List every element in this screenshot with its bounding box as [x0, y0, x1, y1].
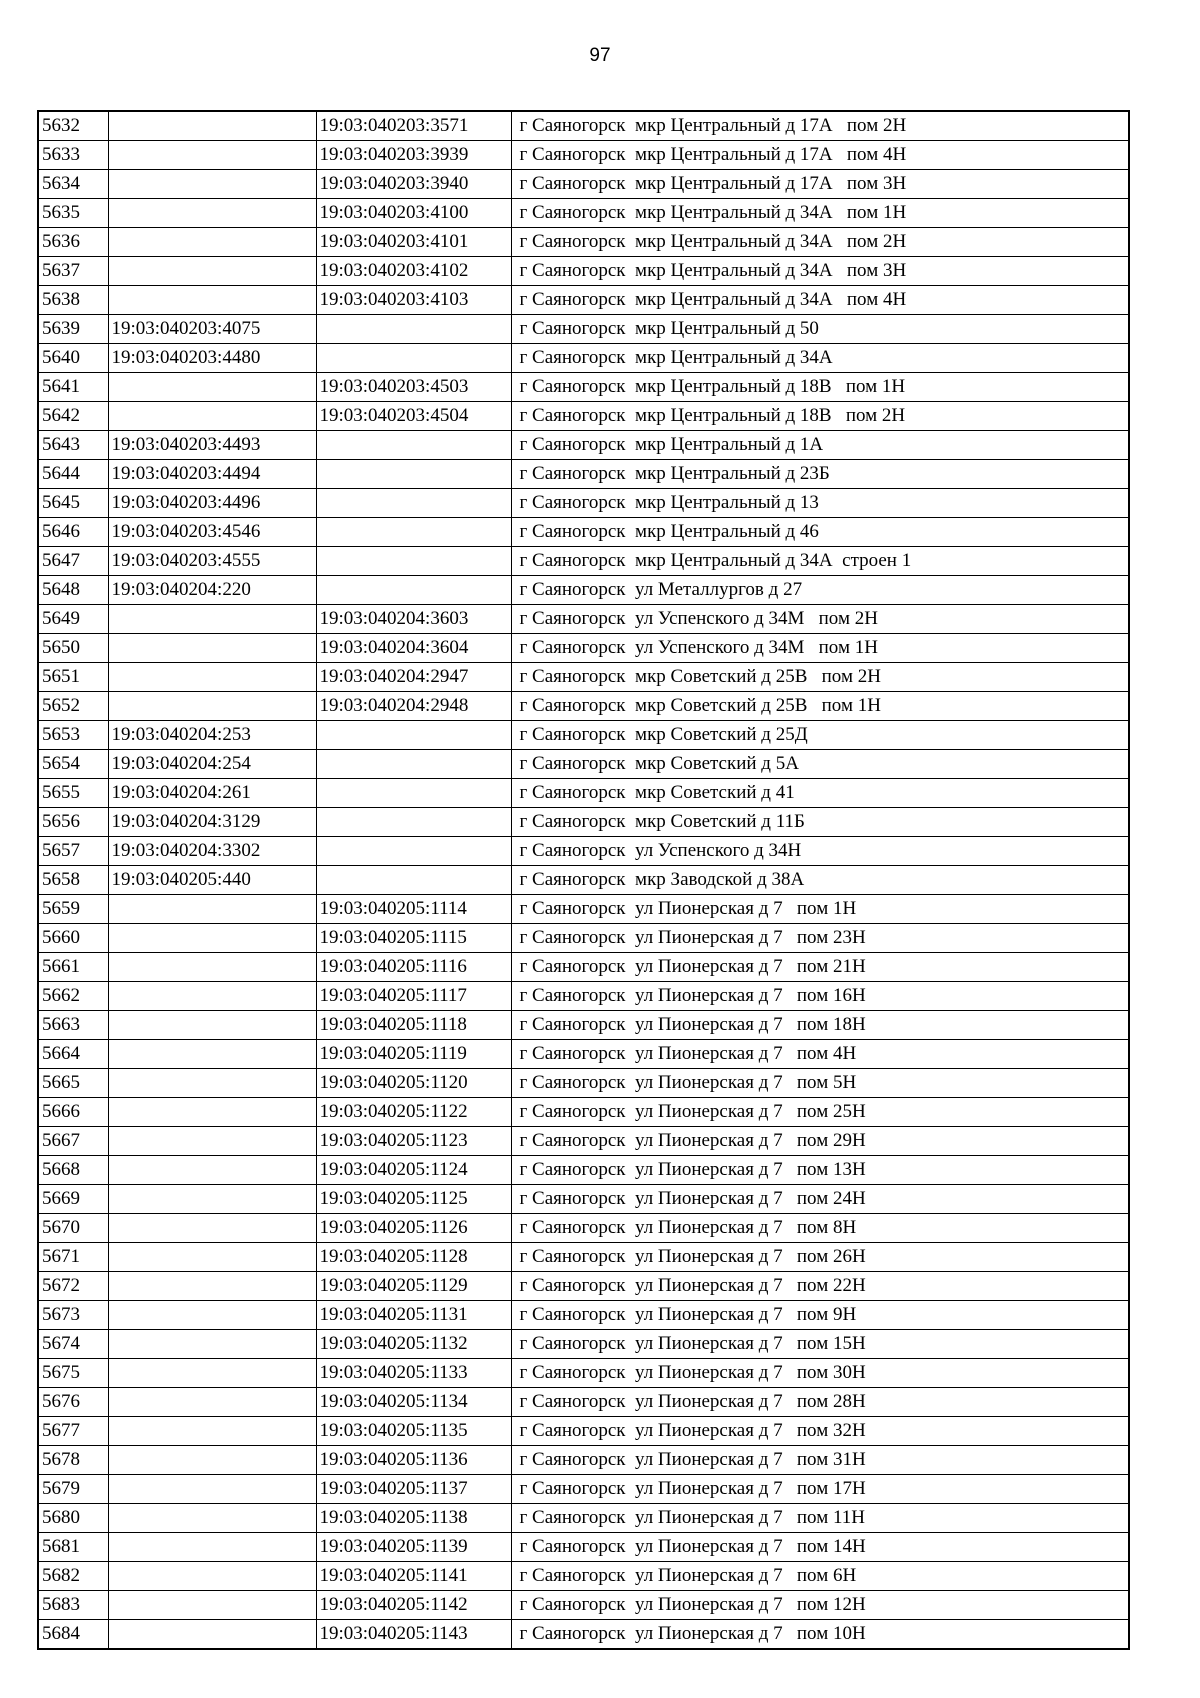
land-cadastral-number-cell: [108, 228, 316, 257]
row-number-cell: 5652: [38, 692, 108, 721]
land-cadastral-number-cell: [108, 1504, 316, 1533]
premises-cadastral-number-cell: [316, 750, 511, 779]
premises-cadastral-number-cell: [316, 808, 511, 837]
address-cell: г Саяногорск ул Пионерская д 7 пом 5Н: [511, 1069, 1129, 1098]
address-cell: г Саяногорск мкр Советский д 25В пом 1Н: [511, 692, 1129, 721]
land-cadastral-number-cell: [108, 1620, 316, 1650]
row-number-cell: 5677: [38, 1417, 108, 1446]
row-number-cell: 5633: [38, 141, 108, 170]
row-number-cell: 5673: [38, 1301, 108, 1330]
address-cell: г Саяногорск ул Пионерская д 7 пом 30Н: [511, 1359, 1129, 1388]
table-row: [38, 315, 1129, 344]
address-cell: г Саяногорск ул Пионерская д 7 пом 11Н: [511, 1504, 1129, 1533]
row-number-cell: 5653: [38, 721, 108, 750]
land-cadastral-number-cell: [108, 1098, 316, 1127]
address-cell: г Саяногорск мкр Советский д 41: [511, 779, 1129, 808]
table-row: [38, 982, 1129, 1011]
row-number-cell: 5664: [38, 1040, 108, 1069]
premises-cadastral-number-cell: [316, 518, 511, 547]
table-row: [38, 547, 1129, 576]
address-cell: г Саяногорск ул Пионерская д 7 пом 10Н: [511, 1620, 1129, 1650]
row-number-cell: 5648: [38, 576, 108, 605]
address-cell: г Саяногорск ул Пионерская д 7 пом 25Н: [511, 1098, 1129, 1127]
premises-cadastral-number-cell: 19:03:040205:1128: [316, 1243, 511, 1272]
land-cadastral-number-cell: 19:03:040204:3129: [108, 808, 316, 837]
land-cadastral-number-cell: [108, 1475, 316, 1504]
registry-table: [37, 110, 1130, 1650]
land-cadastral-number-cell: 19:03:040203:4480: [108, 344, 316, 373]
premises-cadastral-number-cell: [316, 721, 511, 750]
land-cadastral-number-cell: 19:03:040204:253: [108, 721, 316, 750]
address-cell: г Саяногорск мкр Центральный д 1А: [511, 431, 1129, 460]
row-number-cell: 5665: [38, 1069, 108, 1098]
table-row: [38, 344, 1129, 373]
land-cadastral-number-cell: [108, 141, 316, 170]
table-row: [38, 779, 1129, 808]
premises-cadastral-number-cell: 19:03:040205:1129: [316, 1272, 511, 1301]
address-cell: г Саяногорск ул Пионерская д 7 пом 24Н: [511, 1185, 1129, 1214]
address-cell: г Саяногорск ул Пионерская д 7 пом 4Н: [511, 1040, 1129, 1069]
land-cadastral-number-cell: [108, 1011, 316, 1040]
table-row: [38, 1591, 1129, 1620]
premises-cadastral-number-cell: 19:03:040205:1131: [316, 1301, 511, 1330]
land-cadastral-number-cell: [108, 605, 316, 634]
address-cell: г Саяногорск мкр Советский д 25В пом 2Н: [511, 663, 1129, 692]
row-number-cell: 5655: [38, 779, 108, 808]
land-cadastral-number-cell: [108, 1533, 316, 1562]
land-cadastral-number-cell: [108, 111, 316, 141]
premises-cadastral-number-cell: [316, 489, 511, 518]
premises-cadastral-number-cell: 19:03:040205:1119: [316, 1040, 511, 1069]
premises-cadastral-number-cell: 19:03:040204:2947: [316, 663, 511, 692]
address-cell: г Саяногорск мкр Центральный д 34А пом 4Н: [511, 286, 1129, 315]
row-number-cell: 5682: [38, 1562, 108, 1591]
row-number-cell: 5675: [38, 1359, 108, 1388]
land-cadastral-number-cell: 19:03:040204:3302: [108, 837, 316, 866]
table-row: [38, 1475, 1129, 1504]
land-cadastral-number-cell: [108, 1243, 316, 1272]
land-cadastral-number-cell: [108, 1156, 316, 1185]
address-cell: г Саяногорск мкр Центральный д 17А пом 3Н: [511, 170, 1129, 199]
table-row: [38, 199, 1129, 228]
table-row: [38, 1620, 1129, 1650]
table-row: [38, 576, 1129, 605]
table-row: [38, 1011, 1129, 1040]
land-cadastral-number-cell: [108, 1272, 316, 1301]
land-cadastral-number-cell: [108, 953, 316, 982]
land-cadastral-number-cell: 19:03:040205:440: [108, 866, 316, 895]
address-cell: г Саяногорск мкр Центральный д 34А: [511, 344, 1129, 373]
premises-cadastral-number-cell: 19:03:040204:2948: [316, 692, 511, 721]
row-number-cell: 5674: [38, 1330, 108, 1359]
address-cell: г Саяногорск ул Пионерская д 7 пом 22Н: [511, 1272, 1129, 1301]
premises-cadastral-number-cell: 19:03:040205:1116: [316, 953, 511, 982]
land-cadastral-number-cell: [108, 982, 316, 1011]
row-number-cell: 5679: [38, 1475, 108, 1504]
table-row: [38, 518, 1129, 547]
address-cell: г Саяногорск ул Пионерская д 7 пом 31Н: [511, 1446, 1129, 1475]
table-row: [38, 663, 1129, 692]
table-row: [38, 692, 1129, 721]
registry-table-body: [38, 111, 1129, 1649]
premises-cadastral-number-cell: 19:03:040203:4102: [316, 257, 511, 286]
premises-cadastral-number-cell: 19:03:040205:1117: [316, 982, 511, 1011]
row-number-cell: 5659: [38, 895, 108, 924]
row-number-cell: 5666: [38, 1098, 108, 1127]
land-cadastral-number-cell: [108, 402, 316, 431]
address-cell: г Саяногорск мкр Центральный д 18В пом 1Н: [511, 373, 1129, 402]
premises-cadastral-number-cell: 19:03:040205:1135: [316, 1417, 511, 1446]
land-cadastral-number-cell: 19:03:040203:4493: [108, 431, 316, 460]
row-number-cell: 5676: [38, 1388, 108, 1417]
premises-cadastral-number-cell: 19:03:040205:1134: [316, 1388, 511, 1417]
land-cadastral-number-cell: [108, 1591, 316, 1620]
table-row: [38, 1446, 1129, 1475]
address-cell: г Саяногорск ул Пионерская д 7 пом 17Н: [511, 1475, 1129, 1504]
land-cadastral-number-cell: 19:03:040204:261: [108, 779, 316, 808]
land-cadastral-number-cell: 19:03:040203:4546: [108, 518, 316, 547]
row-number-cell: 5636: [38, 228, 108, 257]
premises-cadastral-number-cell: 19:03:040205:1122: [316, 1098, 511, 1127]
address-cell: г Саяногорск ул Пионерская д 7 пом 1Н: [511, 895, 1129, 924]
premises-cadastral-number-cell: 19:03:040205:1138: [316, 1504, 511, 1533]
land-cadastral-number-cell: [108, 1185, 316, 1214]
land-cadastral-number-cell: [108, 373, 316, 402]
table-row: [38, 1417, 1129, 1446]
row-number-cell: 5654: [38, 750, 108, 779]
premises-cadastral-number-cell: 19:03:040205:1132: [316, 1330, 511, 1359]
premises-cadastral-number-cell: 19:03:040205:1139: [316, 1533, 511, 1562]
premises-cadastral-number-cell: 19:03:040205:1137: [316, 1475, 511, 1504]
row-number-cell: 5668: [38, 1156, 108, 1185]
premises-cadastral-number-cell: 19:03:040204:3604: [316, 634, 511, 663]
table-row: [38, 1388, 1129, 1417]
table-row: [38, 431, 1129, 460]
address-cell: г Саяногорск ул Пионерская д 7 пом 21Н: [511, 953, 1129, 982]
premises-cadastral-number-cell: 19:03:040205:1141: [316, 1562, 511, 1591]
row-number-cell: 5661: [38, 953, 108, 982]
premises-cadastral-number-cell: 19:03:040205:1124: [316, 1156, 511, 1185]
table-row: [38, 1156, 1129, 1185]
table-row: [38, 634, 1129, 663]
address-cell: г Саяногорск мкр Центральный д 17А пом 4Н: [511, 141, 1129, 170]
row-number-cell: 5638: [38, 286, 108, 315]
address-cell: г Саяногорск ул Успенского д 34М пом 1Н: [511, 634, 1129, 663]
land-cadastral-number-cell: 19:03:040204:220: [108, 576, 316, 605]
address-cell: г Саяногорск мкр Центральный д 13: [511, 489, 1129, 518]
table-row: [38, 837, 1129, 866]
table-row: [38, 605, 1129, 634]
row-number-cell: 5670: [38, 1214, 108, 1243]
address-cell: г Саяногорск ул Пионерская д 7 пом 26Н: [511, 1243, 1129, 1272]
row-number-cell: 5651: [38, 663, 108, 692]
premises-cadastral-number-cell: 19:03:040203:3939: [316, 141, 511, 170]
row-number-cell: 5656: [38, 808, 108, 837]
land-cadastral-number-cell: [108, 1562, 316, 1591]
premises-cadastral-number-cell: 19:03:040205:1115: [316, 924, 511, 953]
land-cadastral-number-cell: [108, 1359, 316, 1388]
land-cadastral-number-cell: 19:03:040203:4496: [108, 489, 316, 518]
row-number-cell: 5667: [38, 1127, 108, 1156]
row-number-cell: 5658: [38, 866, 108, 895]
premises-cadastral-number-cell: [316, 779, 511, 808]
table-row: [38, 1533, 1129, 1562]
table-row: [38, 402, 1129, 431]
premises-cadastral-number-cell: 19:03:040203:4504: [316, 402, 511, 431]
address-cell: г Саяногорск ул Пионерская д 7 пом 9Н: [511, 1301, 1129, 1330]
address-cell: г Саяногорск ул Пионерская д 7 пом 12Н: [511, 1591, 1129, 1620]
table-row: [38, 866, 1129, 895]
table-row: [38, 721, 1129, 750]
table-row: [38, 953, 1129, 982]
table-row: [38, 489, 1129, 518]
land-cadastral-number-cell: [108, 692, 316, 721]
row-number-cell: 5649: [38, 605, 108, 634]
address-cell: г Саяногорск ул Пионерская д 7 пом 13Н: [511, 1156, 1129, 1185]
table-row: [38, 1562, 1129, 1591]
table-row: [38, 1243, 1129, 1272]
row-number-cell: 5635: [38, 199, 108, 228]
premises-cadastral-number-cell: [316, 837, 511, 866]
address-cell: г Саяногорск мкр Центральный д 23Б: [511, 460, 1129, 489]
row-number-cell: 5684: [38, 1620, 108, 1650]
table-row: [38, 808, 1129, 837]
table-row: [38, 373, 1129, 402]
address-cell: г Саяногорск ул Успенского д 34Н: [511, 837, 1129, 866]
address-cell: г Саяногорск мкр Центральный д 50: [511, 315, 1129, 344]
row-number-cell: 5678: [38, 1446, 108, 1475]
premises-cadastral-number-cell: [316, 547, 511, 576]
land-cadastral-number-cell: [108, 1301, 316, 1330]
table-row: [38, 1330, 1129, 1359]
premises-cadastral-number-cell: 19:03:040205:1126: [316, 1214, 511, 1243]
table-row: [38, 1069, 1129, 1098]
table-row: [38, 1214, 1129, 1243]
table-row: [38, 1098, 1129, 1127]
premises-cadastral-number-cell: 19:03:040205:1123: [316, 1127, 511, 1156]
table-row: [38, 1504, 1129, 1533]
address-cell: г Саяногорск мкр Советский д 5А: [511, 750, 1129, 779]
premises-cadastral-number-cell: [316, 576, 511, 605]
table-row: [38, 460, 1129, 489]
premises-cadastral-number-cell: [316, 431, 511, 460]
address-cell: г Саяногорск мкр Центральный д 46: [511, 518, 1129, 547]
land-cadastral-number-cell: [108, 170, 316, 199]
row-number-cell: 5634: [38, 170, 108, 199]
premises-cadastral-number-cell: 19:03:040203:4101: [316, 228, 511, 257]
row-number-cell: 5643: [38, 431, 108, 460]
address-cell: г Саяногорск ул Пионерская д 7 пом 28Н: [511, 1388, 1129, 1417]
premises-cadastral-number-cell: [316, 460, 511, 489]
premises-cadastral-number-cell: 19:03:040203:3571: [316, 111, 511, 141]
table-row: [38, 895, 1129, 924]
address-cell: г Саяногорск ул Пионерская д 7 пом 16Н: [511, 982, 1129, 1011]
table-row: [38, 1127, 1129, 1156]
row-number-cell: 5644: [38, 460, 108, 489]
row-number-cell: 5641: [38, 373, 108, 402]
row-number-cell: 5646: [38, 518, 108, 547]
table-row: [38, 1185, 1129, 1214]
address-cell: г Саяногорск мкр Советский д 25Д: [511, 721, 1129, 750]
address-cell: г Саяногорск ул Успенского д 34М пом 2Н: [511, 605, 1129, 634]
row-number-cell: 5632: [38, 111, 108, 141]
land-cadastral-number-cell: [108, 634, 316, 663]
address-cell: г Саяногорск мкр Центральный д 34А пом 2Н: [511, 228, 1129, 257]
row-number-cell: 5681: [38, 1533, 108, 1562]
address-cell: г Саяногорск мкр Центральный д 18В пом 2Н: [511, 402, 1129, 431]
row-number-cell: 5662: [38, 982, 108, 1011]
row-number-cell: 5683: [38, 1591, 108, 1620]
table-row: [38, 286, 1129, 315]
table-row: [38, 228, 1129, 257]
table-row: [38, 257, 1129, 286]
row-number-cell: 5637: [38, 257, 108, 286]
address-cell: г Саяногорск ул Пионерская д 7 пом 29Н: [511, 1127, 1129, 1156]
row-number-cell: 5680: [38, 1504, 108, 1533]
premises-cadastral-number-cell: 19:03:040205:1114: [316, 895, 511, 924]
land-cadastral-number-cell: [108, 199, 316, 228]
land-cadastral-number-cell: 19:03:040203:4555: [108, 547, 316, 576]
land-cadastral-number-cell: 19:03:040203:4075: [108, 315, 316, 344]
land-cadastral-number-cell: [108, 895, 316, 924]
land-cadastral-number-cell: [108, 1388, 316, 1417]
address-cell: г Саяногорск ул Пионерская д 7 пом 18Н: [511, 1011, 1129, 1040]
page-number: 97: [589, 45, 611, 66]
row-number-cell: 5671: [38, 1243, 108, 1272]
premises-cadastral-number-cell: 19:03:040203:4100: [316, 199, 511, 228]
land-cadastral-number-cell: [108, 1069, 316, 1098]
premises-cadastral-number-cell: 19:03:040203:3940: [316, 170, 511, 199]
premises-cadastral-number-cell: 19:03:040204:3603: [316, 605, 511, 634]
premises-cadastral-number-cell: 19:03:040205:1136: [316, 1446, 511, 1475]
premises-cadastral-number-cell: 19:03:040203:4103: [316, 286, 511, 315]
table-row: [38, 1359, 1129, 1388]
land-cadastral-number-cell: 19:03:040203:4494: [108, 460, 316, 489]
row-number-cell: 5647: [38, 547, 108, 576]
table-row: [38, 1040, 1129, 1069]
premises-cadastral-number-cell: 19:03:040203:4503: [316, 373, 511, 402]
address-cell: г Саяногорск мкр Центральный д 34А строен 1: [511, 547, 1129, 576]
row-number-cell: 5669: [38, 1185, 108, 1214]
table-row: [38, 1301, 1129, 1330]
table-row: [38, 111, 1129, 141]
table-row: [38, 924, 1129, 953]
address-cell: г Саяногорск ул Пионерская д 7 пом 15Н: [511, 1330, 1129, 1359]
premises-cadastral-number-cell: [316, 315, 511, 344]
premises-cadastral-number-cell: 19:03:040205:1120: [316, 1069, 511, 1098]
address-cell: г Саяногорск мкр Центральный д 34А пом 3Н: [511, 257, 1129, 286]
land-cadastral-number-cell: [108, 1214, 316, 1243]
premises-cadastral-number-cell: [316, 866, 511, 895]
table-row: [38, 170, 1129, 199]
address-cell: г Саяногорск ул Пионерская д 7 пом 32Н: [511, 1417, 1129, 1446]
address-cell: г Саяногорск ул Пионерская д 7 пом 14Н: [511, 1533, 1129, 1562]
premises-cadastral-number-cell: 19:03:040205:1142: [316, 1591, 511, 1620]
row-number-cell: 5642: [38, 402, 108, 431]
land-cadastral-number-cell: [108, 257, 316, 286]
address-cell: г Саяногорск ул Металлургов д 27: [511, 576, 1129, 605]
address-cell: г Саяногорск мкр Центральный д 17А пом 2Н: [511, 111, 1129, 141]
land-cadastral-number-cell: [108, 1446, 316, 1475]
address-cell: г Саяногорск мкр Заводской д 38А: [511, 866, 1129, 895]
row-number-cell: 5657: [38, 837, 108, 866]
table-row: [38, 750, 1129, 779]
row-number-cell: 5645: [38, 489, 108, 518]
land-cadastral-number-cell: [108, 663, 316, 692]
row-number-cell: 5639: [38, 315, 108, 344]
table-row: [38, 1272, 1129, 1301]
address-cell: г Саяногорск мкр Центральный д 34А пом 1Н: [511, 199, 1129, 228]
address-cell: г Саяногорск ул Пионерская д 7 пом 23Н: [511, 924, 1129, 953]
premises-cadastral-number-cell: [316, 344, 511, 373]
address-cell: г Саяногорск мкр Советский д 11Б: [511, 808, 1129, 837]
address-cell: г Саяногорск ул Пионерская д 7 пом 8Н: [511, 1214, 1129, 1243]
premises-cadastral-number-cell: 19:03:040205:1118: [316, 1011, 511, 1040]
premises-cadastral-number-cell: 19:03:040205:1133: [316, 1359, 511, 1388]
premises-cadastral-number-cell: 19:03:040205:1125: [316, 1185, 511, 1214]
land-cadastral-number-cell: [108, 1127, 316, 1156]
row-number-cell: 5663: [38, 1011, 108, 1040]
land-cadastral-number-cell: 19:03:040204:254: [108, 750, 316, 779]
row-number-cell: 5640: [38, 344, 108, 373]
land-cadastral-number-cell: [108, 1040, 316, 1069]
row-number-cell: 5660: [38, 924, 108, 953]
table-row: [38, 141, 1129, 170]
row-number-cell: 5650: [38, 634, 108, 663]
address-cell: г Саяногорск ул Пионерская д 7 пом 6Н: [511, 1562, 1129, 1591]
land-cadastral-number-cell: [108, 286, 316, 315]
row-number-cell: 5672: [38, 1272, 108, 1301]
premises-cadastral-number-cell: 19:03:040205:1143: [316, 1620, 511, 1650]
land-cadastral-number-cell: [108, 1330, 316, 1359]
land-cadastral-number-cell: [108, 1417, 316, 1446]
land-cadastral-number-cell: [108, 924, 316, 953]
